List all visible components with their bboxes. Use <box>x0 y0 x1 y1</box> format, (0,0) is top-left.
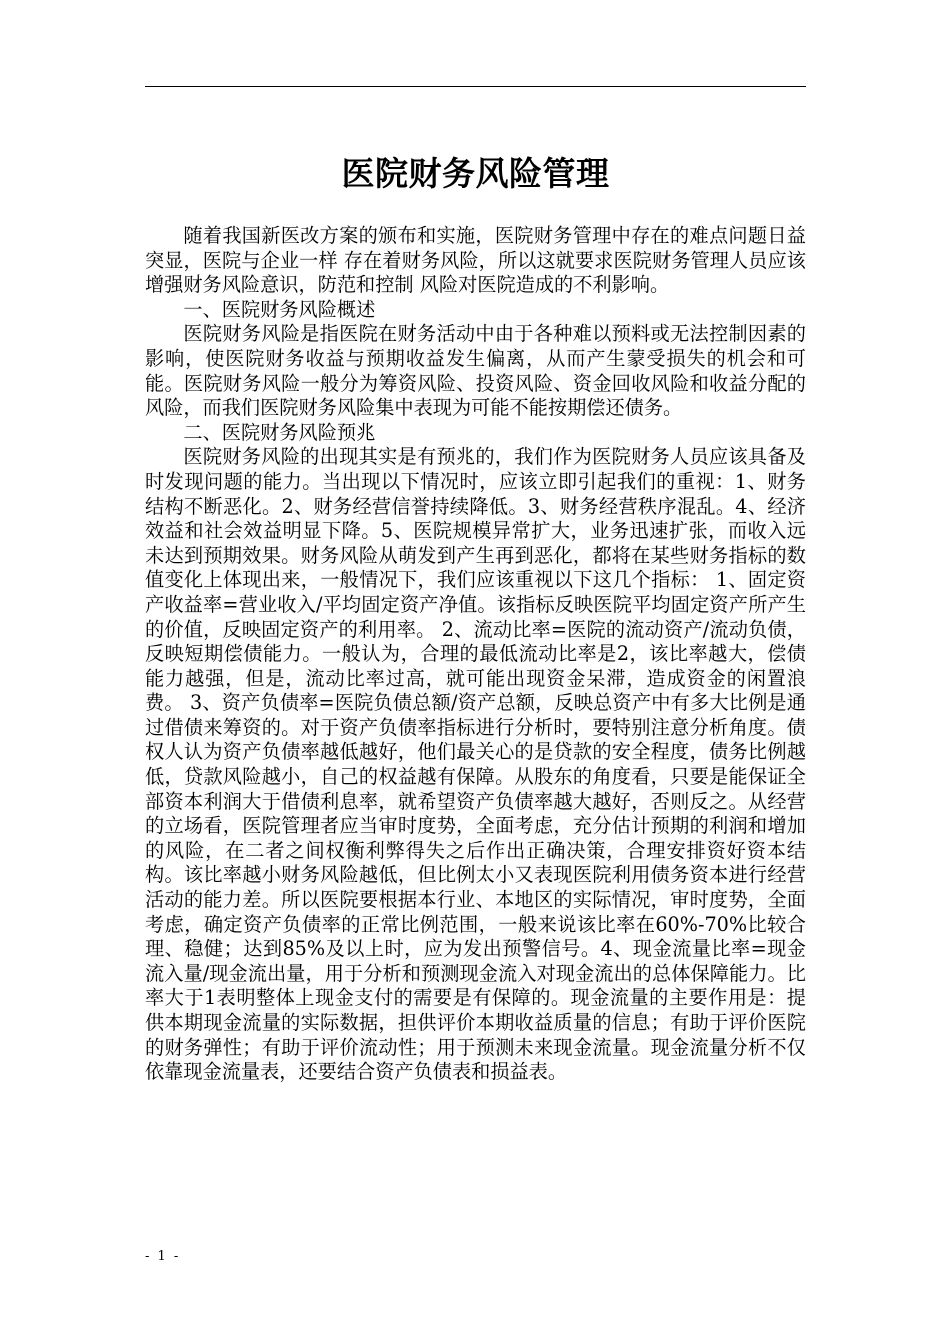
document-title: 医院财务风险管理 <box>341 154 610 193</box>
header-rule <box>145 86 806 87</box>
paragraph-overview: 医院财务风险是指医院在财务活动中由于各种难以预料或无法控制因素的影响，使医院财务收益与预期收益发生偏离，从而产生蒙受损失的机会和可能。医院财务风险一般分为筹资风险、投资风险、资金回收风险和收益分配的风险，而我们医院财务风险集中表现为可能不能按期偿还债务。 <box>145 322 806 420</box>
section-heading-warning-signs: 二、医院财务风险预兆 <box>183 420 376 444</box>
paragraph-intro: 随着我国新医改方案的颁布和实施，医院财务管理中存在的难点问题日益突显，医院与企业一样 存在着财务风险，所以这就要求医院财务管理人员应该增强财务风险意识，防范和控制 风险对医院造成的不利影响。 <box>145 224 806 297</box>
paragraph-warning-signs: 医院财务风险的出现其实是有预兆的，我们作为医院财务人员应该具备及时发现问题的能力。当出现以下情况时，应该立即引起我们的重视：1、财务结构不断恶化。2、财务经营信誉持续降低。3、财务经营秩序混乱。4、经济效益和社会效益明显下降。5、医院规模异常扩大，业务迅速扩张，而收入远未达到预期效果。财务风险从萌发到产生再到恶化，都将在某些财务指标的数值变化上体现出来，一般情况下，我们应该重视以下这几个指标： 1、固定资产收益率=营业收入/平均固定资产净值。该指标反映医院平均固定资产所产生的价值，反映固定资产的利用率。 2、流动比率=医院的流动资产/流动负债，反映短期偿债能力。一般认为，合理的最低流动比率是2，该比率越大，偿债能力越强，但是，流动比率过高，就可能出现资金呆滞，造成资金的闲置浪费。 3、资产负债率=医院负债总额/资产总额，反映总资产中有多大比例是通过借债来筹资的。对于资产负债率指标进行分析时，要特别注意分析角度。债权人认为资产负债率越低越好，他们最关心的是贷款的安全程度，债务比例越低，贷款风险越小，自己的权益越有保障。从股东的角度看，只要是能保证全部资本利润大于借债利息率，就希望资产负债率越大越好，否则反之。从经营的立场看，医院管理者应当审时度势，全面考虑，充分估计预期的利润和增加的风险，在二者之间权衡利弊得失之后作出正确决策，合理安排资好资本结构。该比率越小财务风险越低，但比例太小又表现医院利用债务资本进行经营活动的能力差。所以医院要根据本行业、本地区的实际情况，审时度势，全面考虑，确定资产负债率的正常比例范围，一般来说该比率在60%-70%比较合理、稳健；达到85%及以上时，应为发出预警信号。4、现金流量比率=现金流入量/现金流出量，用于分析和预测现金流入对现金流出的总体保障能力。比率大于1表明整体上现金支付的需要是有保障的。现金流量的主要作用是：提供本期现金流量的实际数据，担供评价本期收益质量的信息；有助于评价医院的财务弹性；有助于评价流动性；用于预测未来现金流量。现金流量分析不仅依靠现金流量表，还要结合资产负债表和损益表。 <box>145 445 806 1084</box>
section-heading-overview: 一、医院财务风险概述 <box>183 297 376 321</box>
page-number: - 1 - <box>145 1249 181 1264</box>
document-body <box>145 224 806 1085</box>
